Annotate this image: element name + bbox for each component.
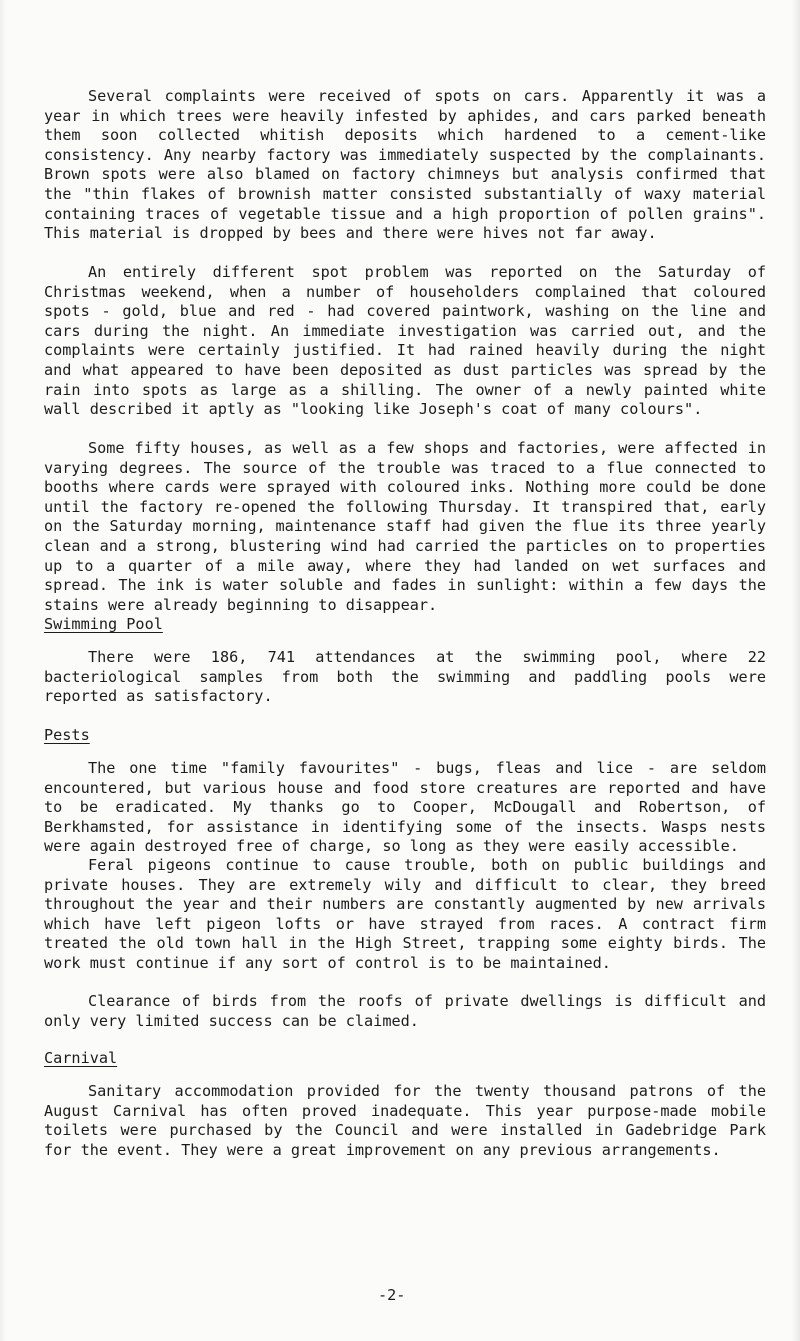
paragraph-text: Clearance of birds from the roofs of private dwellings is difficult and only very limited success can be claimed. bbox=[44, 992, 766, 1030]
paragraph-carnival bbox=[44, 1082, 766, 1160]
paragraph-text: The one time "family favourites" - bugs, fleas and lice - are seldom encountered, but various house and food store creatures are reported and have to be eradicated. My thanks go to Cooper, McDougall and Robertson, of Berkhamsted, for assistance in identifying some of the insects. Wasps nests were again destroyed free of charge, so long as they were easily accessible. bbox=[44, 759, 766, 856]
heading-carnival: Carnival bbox=[44, 1049, 118, 1067]
scan-right-edge bbox=[792, 0, 800, 1341]
paragraph-swimming-pool bbox=[44, 648, 766, 707]
paragraph-text: Some fifty houses, as well as a few shops and factories, were affected in varying degrees. The source of the trouble was traced to a flue connected to booths where cards were sprayed with coloured inks. Nothing more could be done until the factory re-opened the following Thursday. It transpired that, early on the Saturday morning, maintenance staff had given the flue its three yearly clean and a strong, blustering wind had carried the particles on to properties up to a quarter of a mile away, where they had landed on wet surfaces and spread. The ink is water soluble and fades in sunlight: within a few days the stains were already beginning to disappear. bbox=[44, 439, 766, 614]
paragraph-text: Sanitary accommodation provided for the twenty thousand patrons of the August Carnival has often proved inadequate. This year purpose-made mobile toilets were purchased by the Council and were installed in Gadebridge Park for the event. They were a great improvement on any previous arrangements. bbox=[44, 1082, 766, 1159]
paragraph-text: Feral pigeons continue to cause trouble, both on public buildings and private houses. They are extremely wily and difficult to clear, they breed throughout the year and their numbers are constantly augmented by new arrivals which have left pigeon lofts or have strayed from races. A contract firm treated the old town hall in the High Street, trapping some eighty birds. The work must continue if any sort of control is to be maintained. bbox=[44, 856, 766, 972]
paragraph-bird-clearance bbox=[44, 992, 766, 1031]
paragraph-text: Several complaints were received of spots on cars. Apparently it was a year in which trees were heavily infested by aphides, and cars parked beneath them soon collected whitish deposits which hardened to a cement-like consistency. Any nearby factory was immediately suspected by the complainants. Brown spots were also blamed on factory chimneys but analysis confirmed that the "thin flakes of brownish matter consisted substantially of waxy material containing traces of vegetable tissue and a high proportion of pollen grains". This material is dropped by bees and there were hives not far away. bbox=[44, 87, 766, 243]
paragraph-text: There were 186, 741 attendances at the swimming pool, where 22 bacteriological samples from both the swimming and paddling pools were reported as satisfactory. bbox=[44, 648, 766, 706]
paragraph-pests bbox=[44, 759, 766, 857]
heading-pests: Pests bbox=[44, 726, 90, 744]
paragraph-feral-pigeons bbox=[44, 856, 766, 974]
paragraph-aphides-spots bbox=[44, 87, 766, 244]
heading-swimming-pool: Swimming Pool bbox=[44, 615, 163, 633]
paragraph-ink-source bbox=[44, 439, 766, 615]
paragraph-christmas-spots bbox=[44, 263, 766, 420]
page-number: -2- bbox=[378, 1286, 406, 1304]
scan-left-edge bbox=[0, 0, 6, 1341]
paragraph-text: An entirely different spot problem was reported on the Saturday of Christmas weekend, when a number of householders complained that coloured spots - gold, blue and red - had covered paintwork, washing on the line and cars during the night. An immediate investigation was carried out, and the complaints were certainly justified. It had rained heavily during the night and what appeared to have been deposited as dust particles was spread by the rain into spots as large as a shilling. The owner of a newly painted white wall described it aptly as "looking like Joseph's coat of many colours". bbox=[44, 263, 766, 419]
